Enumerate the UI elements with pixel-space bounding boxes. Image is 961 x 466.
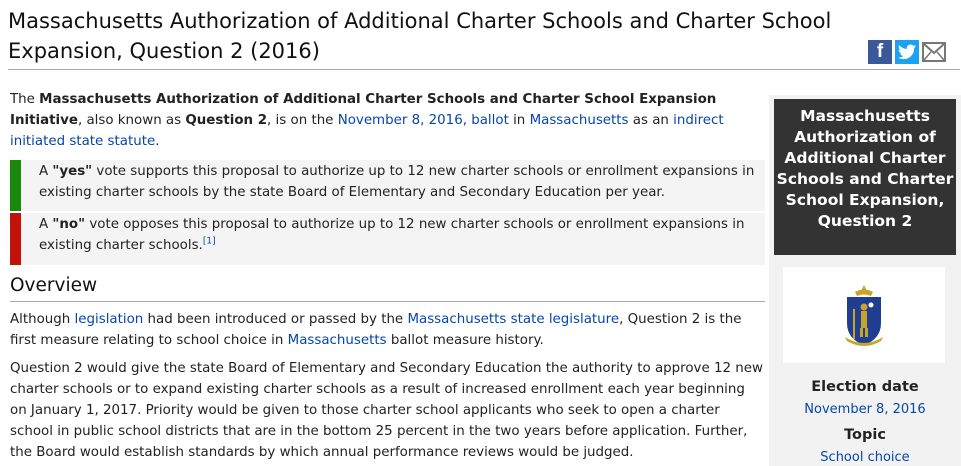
topic-label: Topic xyxy=(844,427,886,443)
topic-link[interactable]: School choice xyxy=(820,450,910,465)
facebook-icon: f xyxy=(876,41,884,62)
overview-paragraph-1 xyxy=(10,309,765,351)
facebook-share-button[interactable] xyxy=(868,40,892,64)
massachusetts-link[interactable]: Massachusetts xyxy=(287,333,387,348)
overview-paragraph-2: Question 2 would give the state Board of Elementary and Secondary Education the authority to approve 12 new charter schools or to expand existing charter schools as a result of increased enrollment each year beginning on January 1, 2017. Priority would be given to those charter school applicants who seek to open a charter school in public school districts that are in the bottom 25 percent in the two years before application. Further, the Board would establish standards by which annual performance reviews would be judged. xyxy=(10,361,763,460)
text: in xyxy=(508,113,530,128)
twitter-icon xyxy=(898,44,916,60)
article-body xyxy=(10,80,765,463)
no-color-bar xyxy=(10,213,21,265)
email-share-button[interactable] xyxy=(922,40,946,64)
page-title: Massachusetts Authorization of Additional Charter Schools and Charter School Expansion, Question 2 (2016) xyxy=(8,9,832,63)
lede-paragraph xyxy=(10,89,765,152)
election-date-link[interactable]: November 8, 2016 xyxy=(804,402,926,417)
question-number: Question 2 xyxy=(185,113,268,128)
text: vote supports this proposal to authorize up to 12 new charter schools or enrollment expansions in existing charter schools by the state Board of Elementary and Secondary Education per year. xyxy=(39,164,755,200)
election-date-label: Election date xyxy=(811,379,919,395)
email-icon xyxy=(922,41,946,63)
yes-color-bar xyxy=(10,160,21,211)
text: The xyxy=(10,92,40,107)
text: had been introduced or passed by the xyxy=(143,312,408,327)
yes-vote-box xyxy=(10,160,765,211)
text: , Question 2 is the first measure relating to school choice in xyxy=(10,312,742,348)
reference-link[interactable]: [1] xyxy=(202,236,216,247)
yes-label: "yes" xyxy=(52,164,93,179)
statute-type-link[interactable]: indirect initiated state statute xyxy=(10,113,724,149)
no-vote-text xyxy=(21,213,765,265)
massachusetts-link[interactable]: Massachusetts xyxy=(529,113,629,128)
title-divider xyxy=(8,69,960,70)
share-buttons xyxy=(868,40,946,64)
infobox-title: Massachusetts Authorization of Additional Charter Schools and Charter School Expansion, Question 2 xyxy=(774,99,956,255)
text: . xyxy=(155,134,160,149)
text: , also known as xyxy=(77,113,186,128)
text: as an xyxy=(628,113,674,128)
text: vote opposes this proposal to authorize up to 12 new charter schools or enrollment expansions in existing charter schools. xyxy=(39,217,745,253)
legislation-link[interactable]: legislation xyxy=(74,312,144,327)
overview-heading: Overview xyxy=(10,273,765,302)
seal-image xyxy=(783,267,945,363)
text: A xyxy=(39,164,53,179)
no-vote-box xyxy=(10,213,765,265)
ballot-date-link[interactable]: November 8, 2016, ballot xyxy=(337,113,509,128)
text: ballot measure history. xyxy=(386,333,544,348)
measure-name: Massachusetts Authorization of Additional Charter Schools and Charter School Expansion Initiative xyxy=(10,92,717,128)
infobox xyxy=(769,95,961,466)
massachusetts-seal-icon xyxy=(841,283,887,347)
state-legislature-link[interactable]: Massachusetts state legislature xyxy=(407,312,620,327)
yes-vote-text xyxy=(21,160,765,211)
twitter-share-button[interactable] xyxy=(895,40,919,64)
no-label: "no" xyxy=(52,217,86,232)
text: Although xyxy=(10,312,75,327)
text: A xyxy=(39,217,53,232)
text: , is on the xyxy=(267,113,338,128)
